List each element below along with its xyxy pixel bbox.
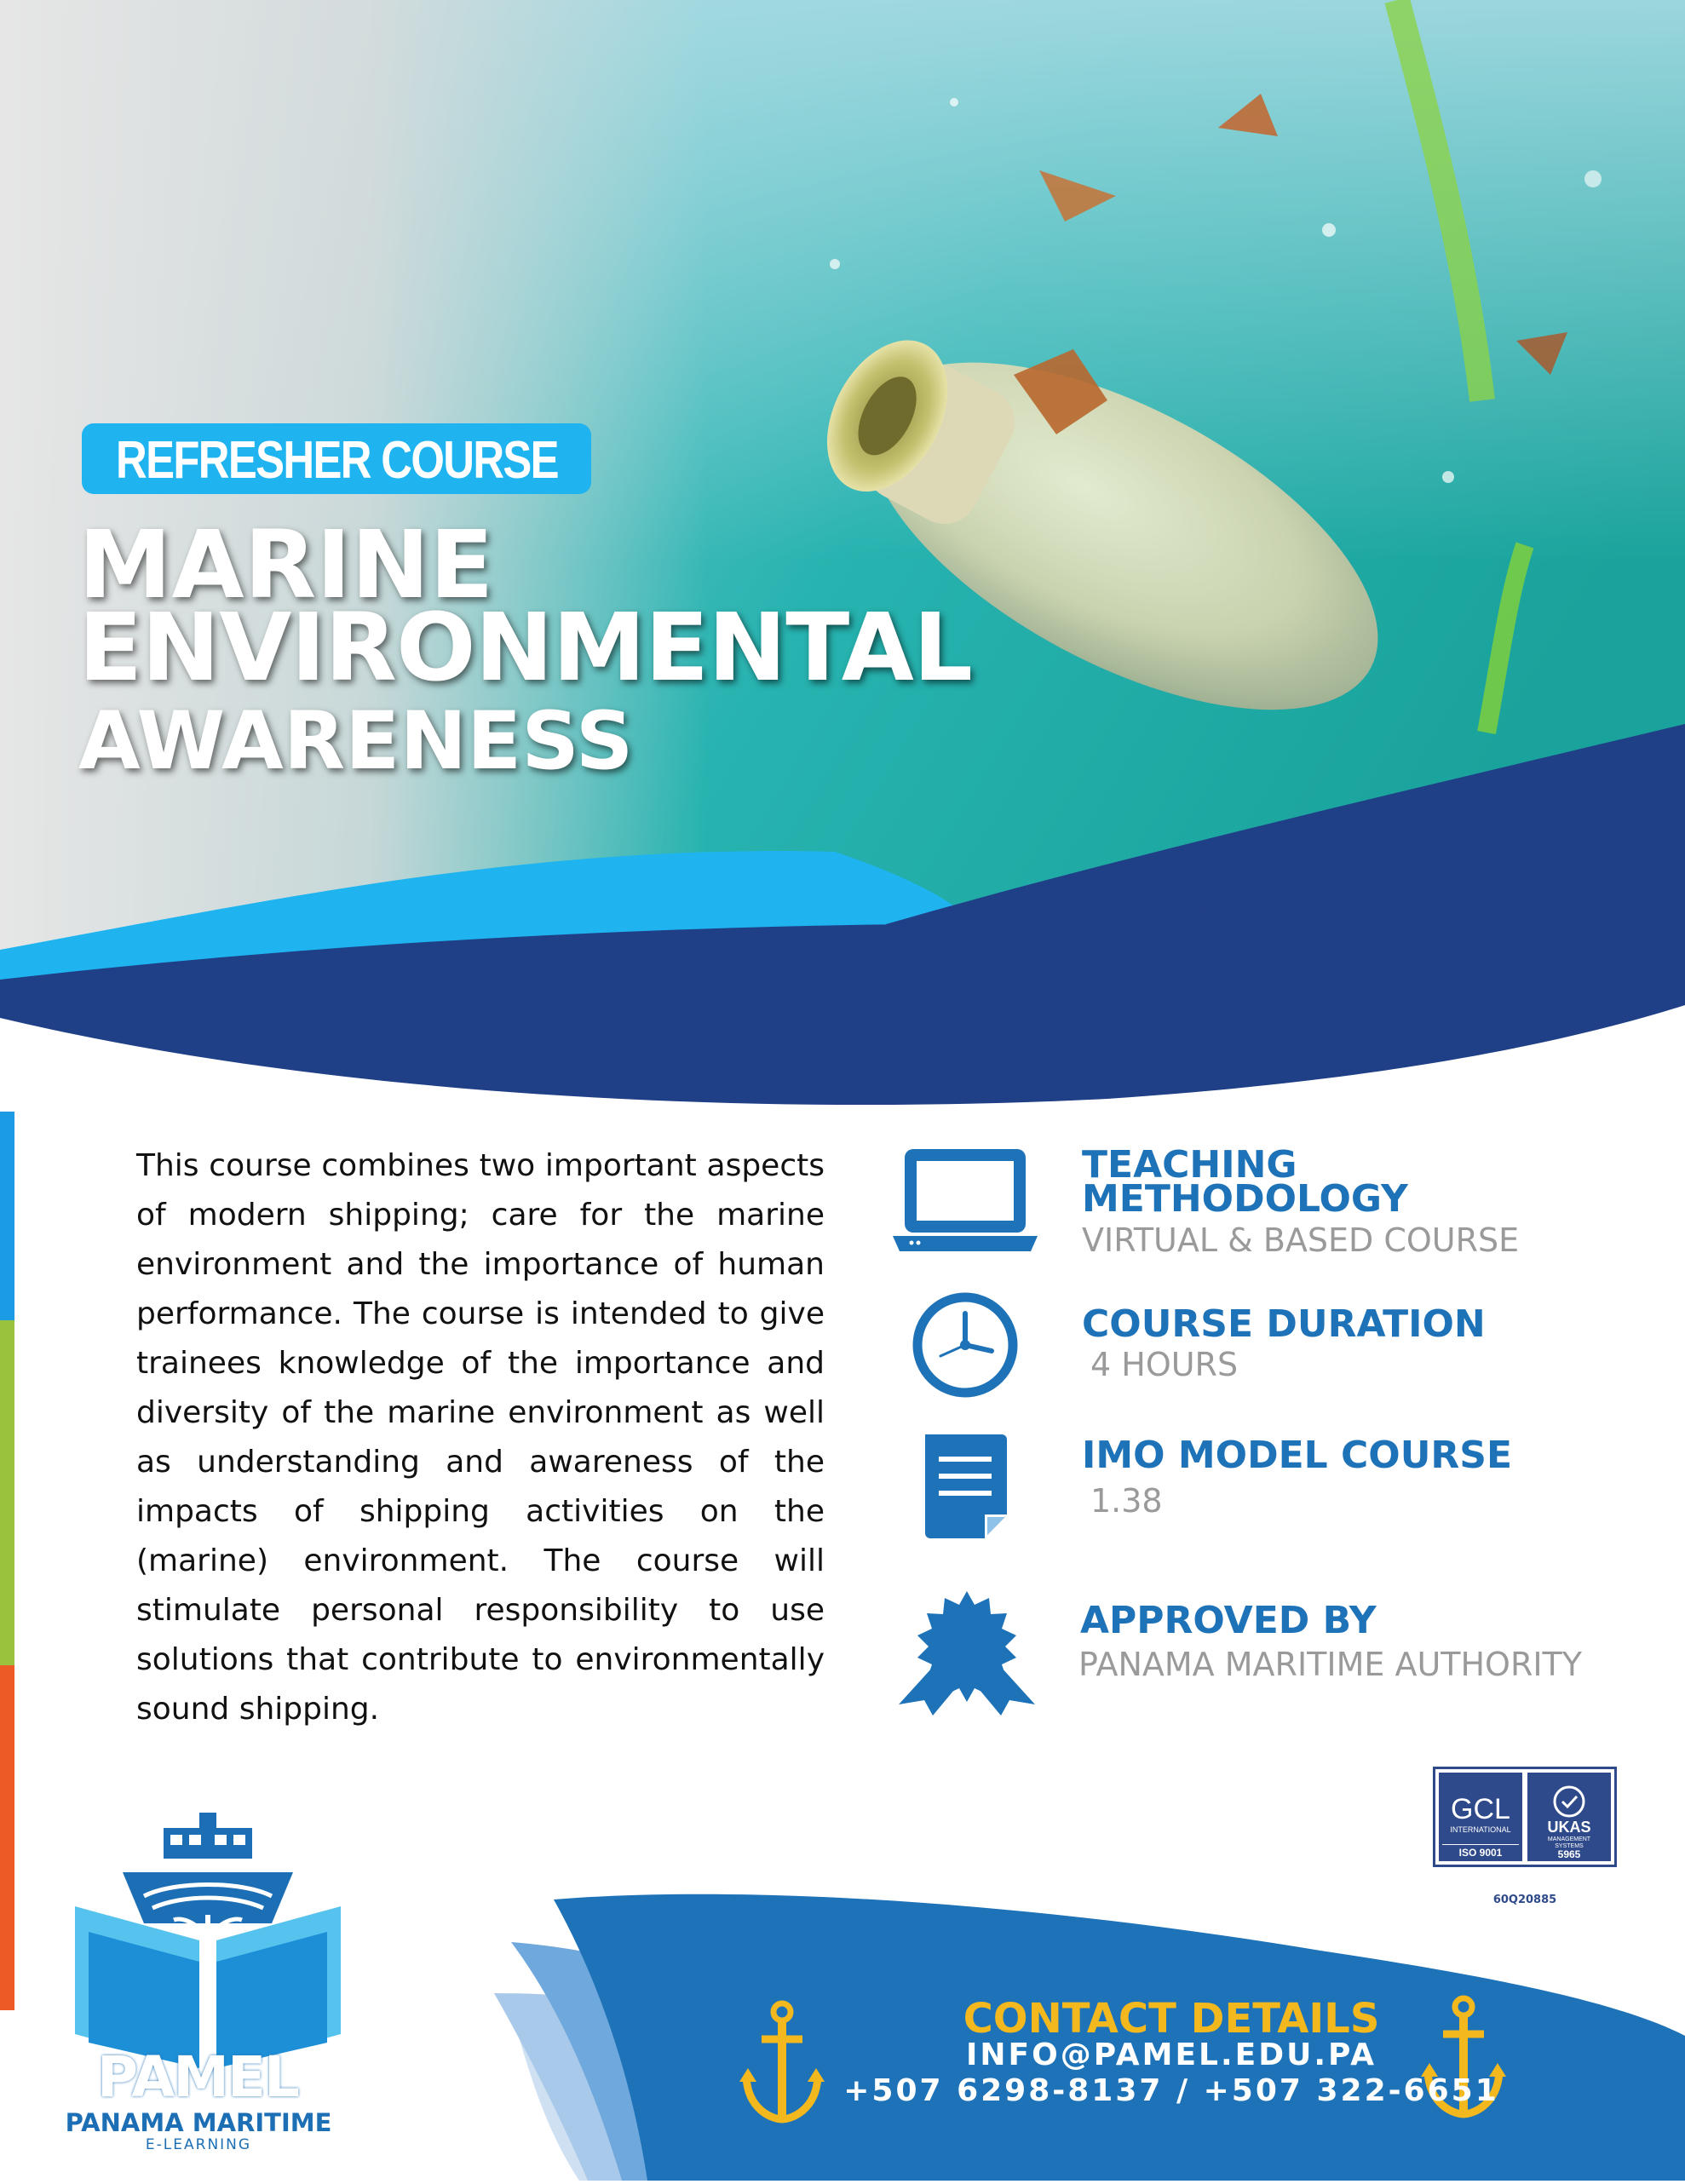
- anchor-icon-left: [739, 2000, 825, 2131]
- iso-label: ISO 9001: [1458, 1847, 1503, 1859]
- ukas-number: 5965: [1557, 1848, 1581, 1860]
- course-title-line2: ENVIRONMENTAL: [78, 593, 972, 702]
- iso-certification-badge: [1433, 1767, 1617, 1867]
- contact-details-heading: CONTACT DETAILS: [963, 1995, 1380, 2043]
- contact-email[interactable]: INFO@PAMEL.EDU.PA: [965, 2037, 1377, 2072]
- logo-name: PAMEL: [96, 2044, 299, 2110]
- gcl-label: GCL: [1451, 1793, 1510, 1825]
- ukas-sub1: MANAGEMENT: [1547, 1836, 1591, 1842]
- pamel-logo: [72, 1813, 344, 2068]
- clock-icon: [912, 1291, 1019, 1399]
- course-title-line3: AWARENESS: [78, 695, 634, 788]
- teaching-methodology-heading-line1: TEACHING: [1082, 1143, 1297, 1187]
- course-type-badge: [82, 423, 591, 494]
- contact-phones[interactable]: +507 6298-8137 / +507 322-6651: [843, 2073, 1499, 2108]
- teaching-methodology-heading-line2: METHODOLOGY: [1082, 1177, 1408, 1221]
- logo-subtitle: PANAMA MARITIME: [65, 2108, 332, 2137]
- gcl-sub: INTERNATIONAL: [1450, 1825, 1511, 1834]
- teaching-methodology-value: VIRTUAL & BASED COURSE: [1082, 1221, 1520, 1259]
- award-ribbon-icon: [894, 1589, 1039, 1716]
- approved-by-heading: APPROVED BY: [1080, 1599, 1377, 1642]
- ukas-sub2: SYSTEMS: [1555, 1843, 1584, 1849]
- ukas-label: UKAS: [1547, 1819, 1591, 1836]
- course-duration-value: 4 HOURS: [1090, 1346, 1239, 1383]
- color-strip-blue: [0, 1112, 14, 1320]
- course-title-line1: MARINE: [78, 510, 494, 619]
- laptop-icon: [893, 1146, 1038, 1256]
- imo-model-course-heading: IMO MODEL COURSE: [1082, 1434, 1513, 1477]
- course-description: This course combines two important aspects of modern shipping; care for the marine environment and the importance of human performance. The course is intended to give trainees knowledge of the importance and diversity of the marine environment as well as understanding and awareness of the impacts of shipping activities on the (marine) environment. The course will stimulate personal responsibility to use solutions that contribute to environmentally sound shipping.: [136, 1148, 825, 1727]
- certification-code: 60Q20885: [1492, 1894, 1557, 1906]
- approved-by-value: PANAMA MARITIME AUTHORITY: [1078, 1646, 1582, 1683]
- logo-tagline: E-LEARNING: [145, 2136, 252, 2153]
- course-type-label: REFRESHER COURSE: [116, 431, 558, 490]
- imo-model-course-value: 1.38: [1090, 1482, 1163, 1520]
- color-strip-green: [0, 1320, 14, 1665]
- document-icon: [920, 1431, 1012, 1542]
- course-duration-heading: COURSE DURATION: [1082, 1302, 1486, 1346]
